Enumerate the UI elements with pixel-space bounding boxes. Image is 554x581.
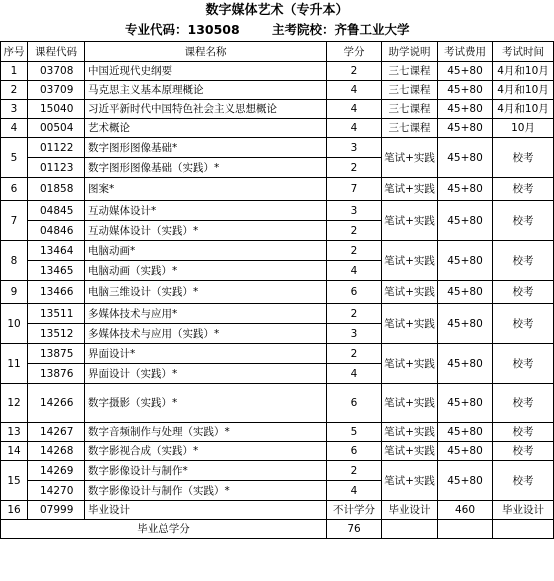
course-code-cell: 14266: [28, 384, 85, 423]
course-name-cell: 数字图形图像基础（实践）*: [85, 158, 327, 178]
course-code-cell: 01122: [28, 138, 85, 158]
seq-cell: 13: [1, 423, 28, 442]
credit-cell: 4: [327, 364, 382, 384]
fee-cell: 45+80: [438, 344, 493, 384]
time-cell: 4月和10月: [493, 81, 554, 100]
time-cell: 校考: [493, 178, 554, 201]
credit-cell: 2: [327, 461, 382, 481]
total-credit: 76: [327, 520, 382, 539]
seq-cell: 3: [1, 100, 28, 119]
seq-cell: 15: [1, 461, 28, 501]
note-cell: 笔试+实践: [382, 461, 438, 501]
course-name-cell: 数字摄影（实践）*: [85, 384, 327, 423]
course-name-cell: 互动媒体设计*: [85, 201, 327, 221]
course-code-cell: 13465: [28, 261, 85, 281]
course-name-cell: 毕业设计: [85, 501, 327, 520]
table-row: [1, 201, 554, 221]
note-cell: 笔试+实践: [382, 241, 438, 281]
table-row: [1, 442, 554, 461]
course-name-cell: 习近平新时代中国特色社会主义思想概论: [85, 100, 327, 119]
note-cell: 笔试+实践: [382, 138, 438, 178]
header-row: [1, 42, 554, 62]
course-code-cell: 14267: [28, 423, 85, 442]
course-name-cell: 互动媒体设计（实践）*: [85, 221, 327, 241]
credit-cell: 2: [327, 158, 382, 178]
table-row: [1, 138, 554, 158]
table-row: [1, 100, 554, 119]
table-row: [1, 304, 554, 324]
total-row: [1, 520, 554, 539]
course-code-cell: 13466: [28, 281, 85, 304]
credit-cell: 4: [327, 81, 382, 100]
page-title: 数字媒体艺术（专升本）: [205, 3, 349, 18]
fee-cell: 45+80: [438, 201, 493, 241]
fee-cell: 45+80: [438, 442, 493, 461]
course-code-cell: 04845: [28, 201, 85, 221]
course-table: [0, 41, 554, 539]
time-cell: 毕业设计: [493, 501, 554, 520]
seq-cell: 9: [1, 281, 28, 304]
credit-cell: 2: [327, 344, 382, 364]
time-cell: 校考: [493, 384, 554, 423]
fee-cell: 45+80: [438, 384, 493, 423]
header-seq: 序号: [1, 42, 28, 62]
course-code-cell: 00504: [28, 119, 85, 138]
course-name-cell: 界面设计（实践）*: [85, 364, 327, 384]
credit-cell: 4: [327, 261, 382, 281]
header-fee: 考试费用: [438, 42, 493, 62]
time-cell: 4月和10月: [493, 62, 554, 81]
note-cell: 三七课程: [382, 81, 438, 100]
course-name-cell: 电脑动画*: [85, 241, 327, 261]
time-cell: 校考: [493, 344, 554, 384]
credit-cell: 2: [327, 304, 382, 324]
fee-cell: 45+80: [438, 138, 493, 178]
course-name-cell: 电脑三维设计（实践）*: [85, 281, 327, 304]
fee-cell: 45+80: [438, 241, 493, 281]
course-name-cell: 数字影像设计与制作（实践）*: [85, 481, 327, 501]
header-note: 助学说明: [382, 42, 438, 62]
course-name-cell: 图案*: [85, 178, 327, 201]
course-name-cell: 多媒体技术与应用（实践）*: [85, 324, 327, 344]
course-body: [1, 62, 554, 520]
note-cell: 笔试+实践: [382, 281, 438, 304]
fee-cell: 460: [438, 501, 493, 520]
seq-cell: 4: [1, 119, 28, 138]
table-row: [1, 423, 554, 442]
credit-cell: 4: [327, 119, 382, 138]
credit-cell: 5: [327, 423, 382, 442]
subtitle-row: [0, 20, 554, 40]
header-time: 考试时间: [493, 42, 554, 62]
time-cell: 10月: [493, 119, 554, 138]
seq-cell: 8: [1, 241, 28, 281]
table-row: [1, 241, 554, 261]
credit-cell: 6: [327, 384, 382, 423]
time-cell: 校考: [493, 241, 554, 281]
note-cell: 毕业设计: [382, 501, 438, 520]
credit-cell: 6: [327, 281, 382, 304]
seq-cell: 7: [1, 201, 28, 241]
fee-cell: 45+80: [438, 81, 493, 100]
course-code-cell: 07999: [28, 501, 85, 520]
seq-cell: 1: [1, 62, 28, 81]
course-code-cell: 03708: [28, 62, 85, 81]
course-name-cell: 艺术概论: [85, 119, 327, 138]
course-name-cell: 数字音频制作与处理（实践）*: [85, 423, 327, 442]
note-cell: 笔试+实践: [382, 423, 438, 442]
course-name-cell: 多媒体技术与应用*: [85, 304, 327, 324]
credit-cell: 4: [327, 481, 382, 501]
credit-cell: 4: [327, 100, 382, 119]
table-row: [1, 501, 554, 520]
seq-cell: 14: [1, 442, 28, 461]
course-name-cell: 数字图形图像基础*: [85, 138, 327, 158]
time-cell: 校考: [493, 461, 554, 501]
header-code: 课程代码: [28, 42, 85, 62]
time-cell: 校考: [493, 201, 554, 241]
table-row: [1, 461, 554, 481]
note-cell: 三七课程: [382, 100, 438, 119]
table-row: [1, 178, 554, 201]
credit-cell: 2: [327, 62, 382, 81]
course-name-cell: 电脑动画（实践）*: [85, 261, 327, 281]
seq-cell: 16: [1, 501, 28, 520]
total-empty-3: [493, 520, 554, 539]
note-cell: 笔试+实践: [382, 344, 438, 384]
note-cell: 笔试+实践: [382, 178, 438, 201]
note-cell: 笔试+实践: [382, 384, 438, 423]
note-cell: 三七课程: [382, 119, 438, 138]
table-row: [1, 81, 554, 100]
course-code-cell: 14270: [28, 481, 85, 501]
note-cell: 笔试+实践: [382, 442, 438, 461]
note-cell: 笔试+实践: [382, 201, 438, 241]
seq-cell: 6: [1, 178, 28, 201]
header-credit: 学分: [327, 42, 382, 62]
course-name-cell: 数字影像设计与制作*: [85, 461, 327, 481]
course-code-cell: 13512: [28, 324, 85, 344]
course-name-cell: 中国近现代史纲要: [85, 62, 327, 81]
credit-cell: 2: [327, 241, 382, 261]
course-code-cell: 01123: [28, 158, 85, 178]
course-name-cell: 数字影视合成（实践）*: [85, 442, 327, 461]
time-cell: 校考: [493, 304, 554, 344]
total-empty-2: [438, 520, 493, 539]
total-label: 毕业总学分: [1, 520, 327, 539]
credit-cell: 7: [327, 178, 382, 201]
credit-cell: 3: [327, 138, 382, 158]
note-cell: 笔试+实践: [382, 304, 438, 344]
major-code: 专业代码：130508: [125, 22, 240, 37]
time-cell: 4月和10月: [493, 100, 554, 119]
table-row: [1, 281, 554, 304]
course-code-cell: 13875: [28, 344, 85, 364]
credit-cell: 3: [327, 324, 382, 344]
course-code-cell: 14268: [28, 442, 85, 461]
fee-cell: 45+80: [438, 304, 493, 344]
course-code-cell: 13464: [28, 241, 85, 261]
fee-cell: 45+80: [438, 178, 493, 201]
fee-cell: 45+80: [438, 423, 493, 442]
fee-cell: 45+80: [438, 461, 493, 501]
fee-cell: 45+80: [438, 119, 493, 138]
course-code-cell: 13511: [28, 304, 85, 324]
exam-school: 主考院校：齐鲁工业大学: [272, 22, 410, 37]
seq-cell: 11: [1, 344, 28, 384]
course-name-cell: 界面设计*: [85, 344, 327, 364]
time-cell: 校考: [493, 442, 554, 461]
course-code-cell: 13876: [28, 364, 85, 384]
credit-cell: 不计学分: [327, 501, 382, 520]
time-cell: 校考: [493, 138, 554, 178]
note-cell: 三七课程: [382, 62, 438, 81]
course-code-cell: 04846: [28, 221, 85, 241]
table-row: [1, 344, 554, 364]
fee-cell: 45+80: [438, 281, 493, 304]
header-name: 课程名称: [85, 42, 327, 62]
course-name-cell: 马克思主义基本原理概论: [85, 81, 327, 100]
table-row: [1, 119, 554, 138]
time-cell: 校考: [493, 423, 554, 442]
course-code-cell: 03709: [28, 81, 85, 100]
seq-cell: 10: [1, 304, 28, 344]
course-code-cell: 01858: [28, 178, 85, 201]
time-cell: 校考: [493, 281, 554, 304]
credit-cell: 3: [327, 201, 382, 221]
course-code-cell: 14269: [28, 461, 85, 481]
fee-cell: 45+80: [438, 62, 493, 81]
course-code-cell: 15040: [28, 100, 85, 119]
table-row: [1, 384, 554, 423]
credit-cell: 6: [327, 442, 382, 461]
credit-cell: 2: [327, 221, 382, 241]
fee-cell: 45+80: [438, 100, 493, 119]
table-row: [1, 62, 554, 81]
seq-cell: 5: [1, 138, 28, 178]
total-empty-1: [382, 520, 438, 539]
seq-cell: 12: [1, 384, 28, 423]
seq-cell: 2: [1, 81, 28, 100]
